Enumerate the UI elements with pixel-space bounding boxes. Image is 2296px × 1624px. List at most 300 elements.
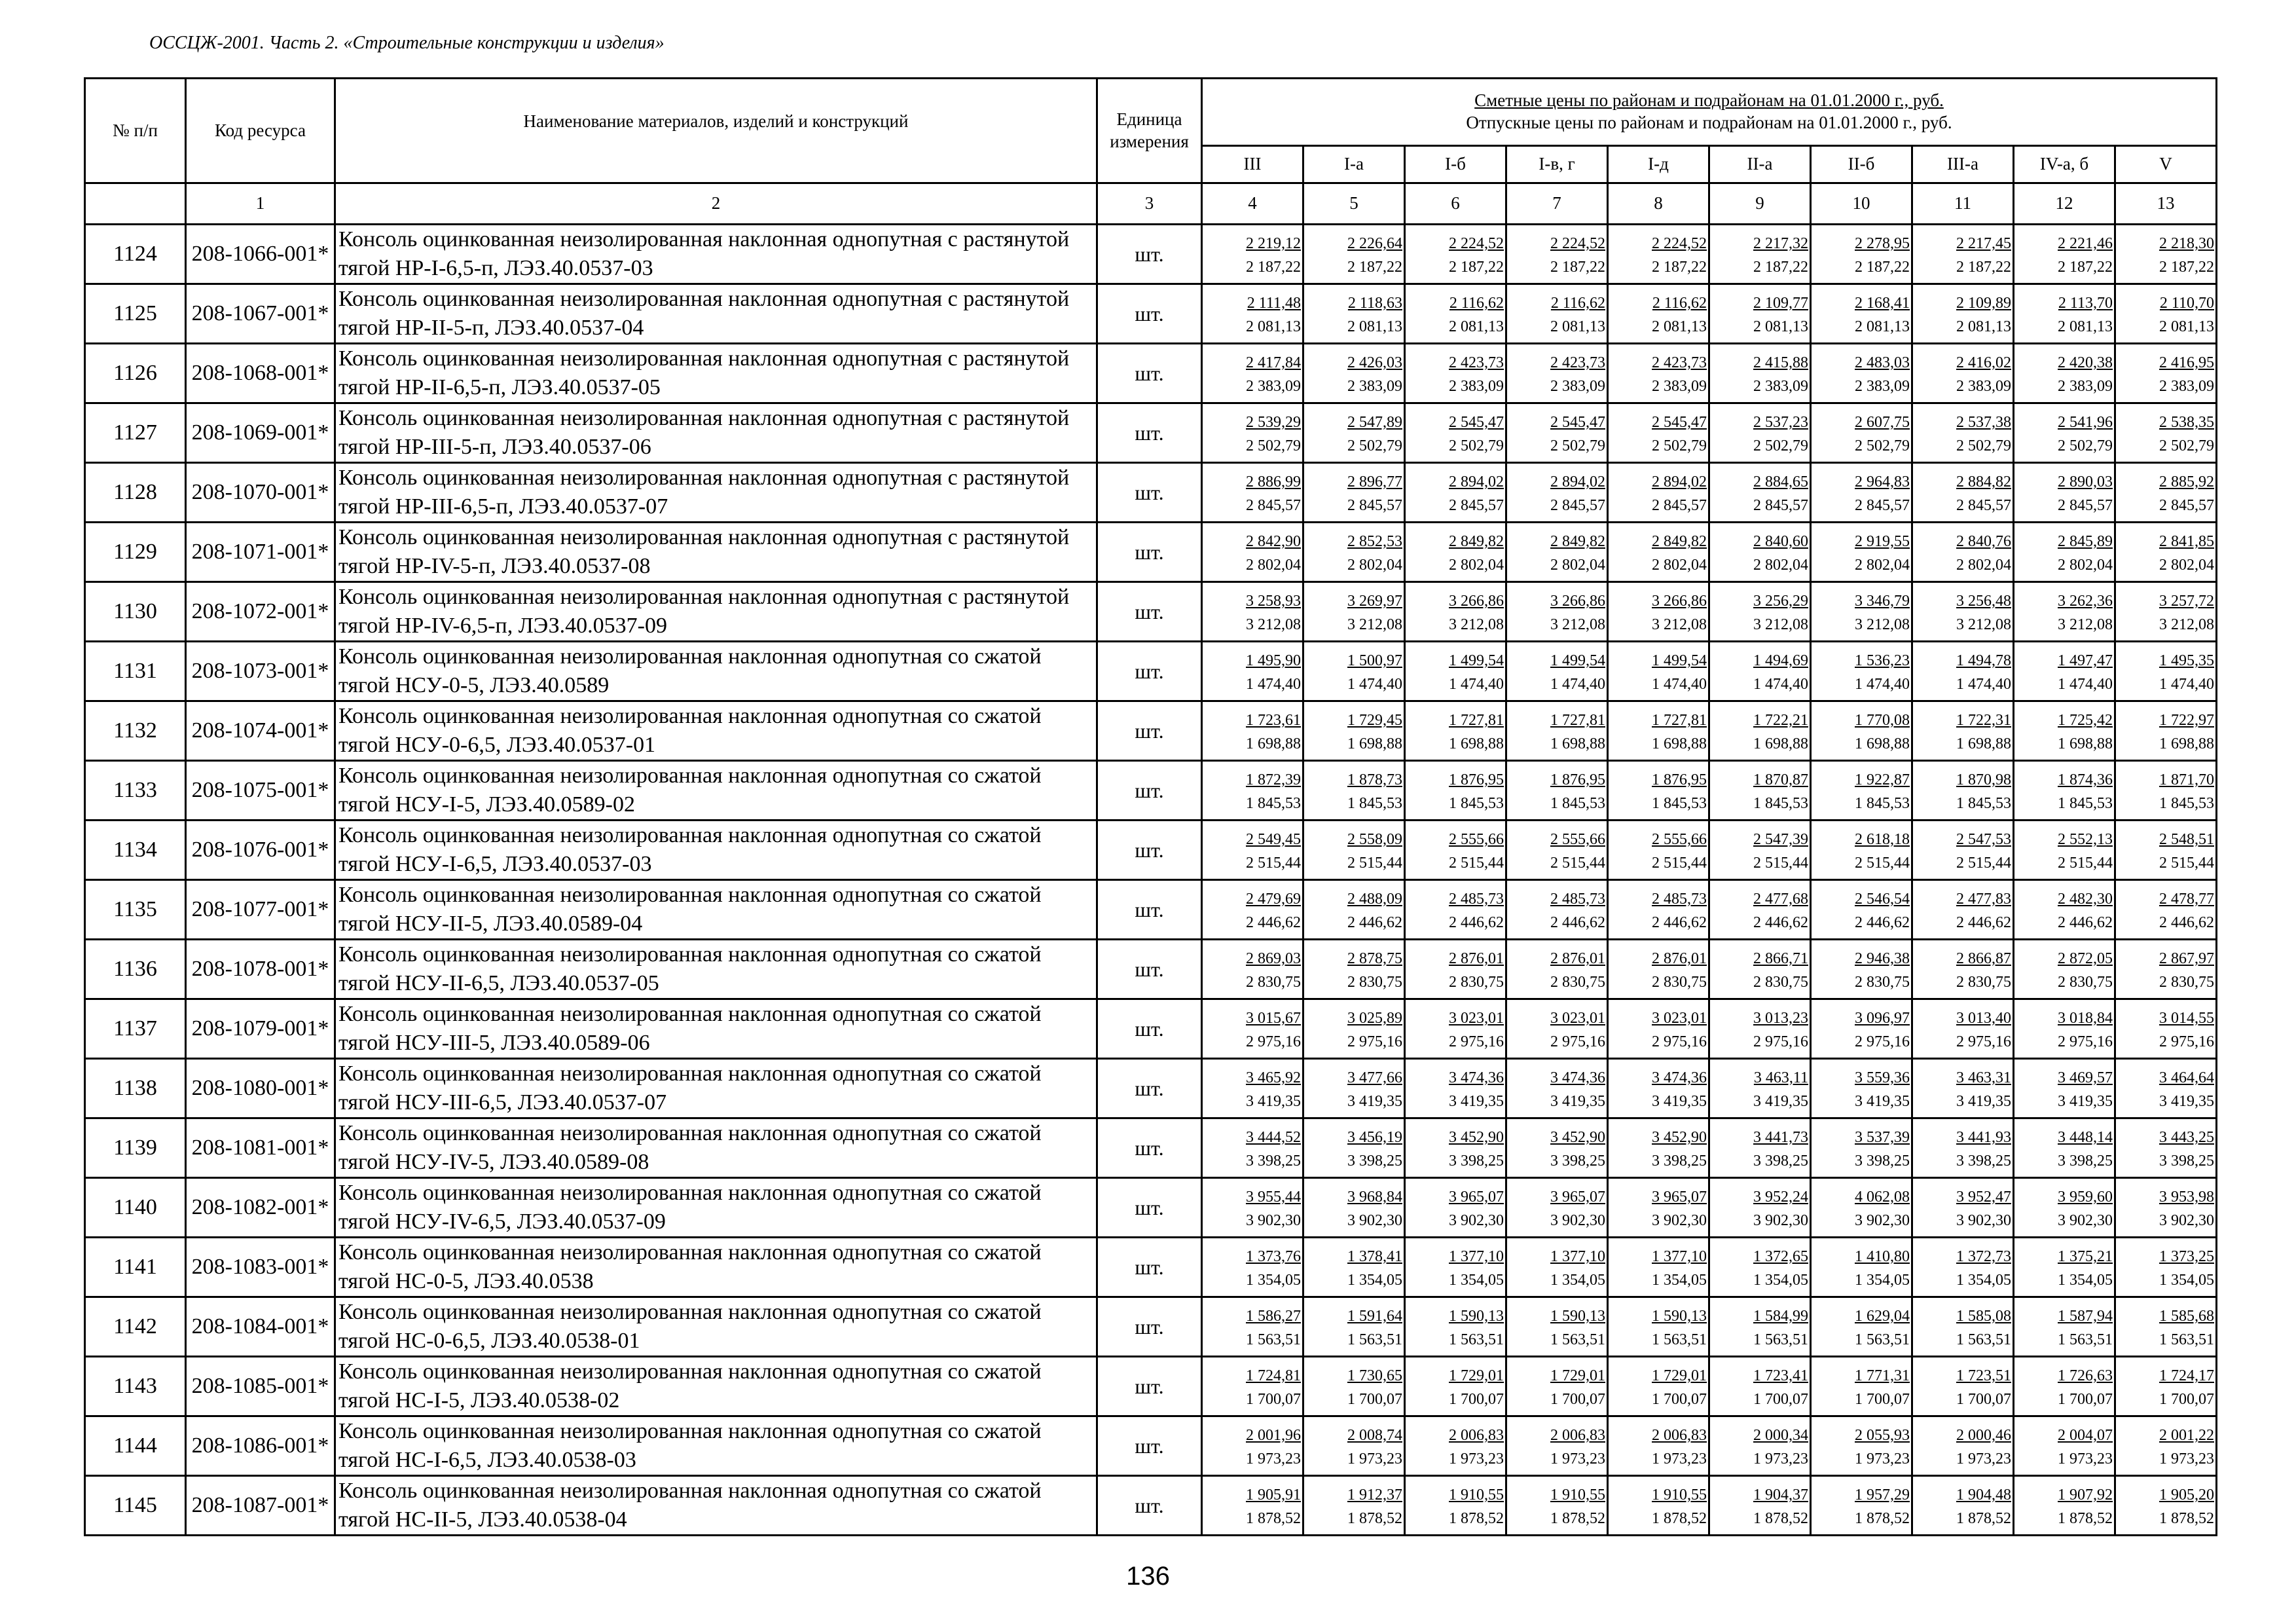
release-price: 2 975,16 xyxy=(1449,1033,1504,1050)
estimated-price: 1 500,97 xyxy=(1347,652,1402,669)
price-cell xyxy=(1303,1357,1405,1416)
header-prices-line1: Сметные цены по районам и подрайонам на 01.01.2000 г., руб. xyxy=(1474,90,1944,111)
price-cell xyxy=(1202,225,1303,284)
estimated-price: 3 952,47 xyxy=(1956,1189,2011,1206)
price-cell xyxy=(1202,1118,1303,1178)
estimated-price: 3 266,86 xyxy=(1652,593,1707,610)
estimated-price: 3 256,29 xyxy=(1753,593,1808,610)
column-number: 2 xyxy=(335,183,1097,225)
price-cell xyxy=(1811,1297,1912,1357)
estimated-price: 2 006,83 xyxy=(1449,1427,1504,1444)
price-cell xyxy=(1912,1357,2014,1416)
estimated-price: 2 478,77 xyxy=(2159,891,2214,908)
price-cell xyxy=(1303,642,1405,701)
price-cell xyxy=(2014,523,2115,582)
material-name: Консоль оцинкованная неизолированная наклонная однопутная со сжатой тягой НСУ-II-6,5, ЛЭЗ.40.0537-05 xyxy=(335,940,1097,999)
price-cell xyxy=(1811,225,1912,284)
estimated-price: 2 964,83 xyxy=(1855,473,1910,490)
material-name: Консоль оцинкованная неизолированная наклонная однопутная со сжатой тягой НСУ-IV-5, ЛЭЗ.40.0589-08 xyxy=(335,1118,1097,1178)
row-number: 1128 xyxy=(85,463,186,523)
price-cell xyxy=(2115,1059,2217,1118)
release-price: 1 845,53 xyxy=(1855,795,1910,812)
price-cell xyxy=(2014,1297,2115,1357)
price-cell xyxy=(1608,701,1709,761)
release-price: 2 502,79 xyxy=(1855,437,1910,454)
estimated-price: 3 537,39 xyxy=(1855,1129,1910,1146)
table-row xyxy=(85,344,2217,403)
estimated-price: 1 771,31 xyxy=(1855,1367,1910,1384)
release-price: 2 845,57 xyxy=(1449,497,1504,514)
table-row xyxy=(85,761,2217,821)
estimated-price: 1 723,61 xyxy=(1246,712,1301,729)
release-price: 1 698,88 xyxy=(1855,735,1910,752)
price-cell xyxy=(1506,403,1608,463)
price-cell xyxy=(2115,701,2217,761)
estimated-price: 2 416,02 xyxy=(1956,354,2011,371)
estimated-price: 2 488,09 xyxy=(1347,891,1402,908)
estimated-price: 3 258,93 xyxy=(1246,593,1301,610)
price-cell xyxy=(1405,821,1506,880)
estimated-price: 2 477,68 xyxy=(1753,891,1808,908)
price-cell xyxy=(1405,284,1506,344)
estimated-price: 1 724,81 xyxy=(1246,1367,1301,1384)
estimated-price: 2 001,22 xyxy=(2159,1427,2214,1444)
resource-code: 208-1087-001* xyxy=(186,1476,335,1536)
price-cell xyxy=(1202,761,1303,821)
release-price: 2 845,57 xyxy=(2159,497,2214,514)
estimated-price: 2 849,82 xyxy=(1550,533,1605,550)
estimated-price: 1 590,13 xyxy=(1550,1308,1605,1325)
release-price: 1 698,88 xyxy=(1550,735,1605,752)
release-price: 2 081,13 xyxy=(1550,318,1605,335)
estimated-price: 2 852,53 xyxy=(1347,533,1402,550)
price-cell xyxy=(2014,1178,2115,1238)
price-cell xyxy=(1405,1238,1506,1297)
estimated-price: 1 377,10 xyxy=(1550,1248,1605,1265)
resource-code: 208-1085-001* xyxy=(186,1357,335,1416)
release-price: 1 354,05 xyxy=(2159,1272,2214,1289)
release-price: 1 354,05 xyxy=(1246,1272,1301,1289)
price-cell xyxy=(1405,999,1506,1059)
estimated-price: 1 497,47 xyxy=(2058,652,2113,669)
release-price: 2 845,57 xyxy=(1347,497,1402,514)
release-price: 3 212,08 xyxy=(1246,616,1301,633)
unit-of-measure: шт. xyxy=(1097,1297,1202,1357)
release-price: 3 398,25 xyxy=(1246,1153,1301,1170)
price-cell xyxy=(1405,1357,1506,1416)
table-row xyxy=(85,1059,2217,1118)
estimated-price: 1 724,17 xyxy=(2159,1367,2214,1384)
price-cell xyxy=(1202,1476,1303,1536)
release-price: 2 830,75 xyxy=(1550,974,1605,991)
price-cell xyxy=(1303,1476,1405,1536)
release-price: 2 502,79 xyxy=(1652,437,1707,454)
unit-of-measure: шт. xyxy=(1097,463,1202,523)
release-price: 3 212,08 xyxy=(1550,616,1605,633)
release-price: 1 700,07 xyxy=(1652,1391,1707,1408)
release-price: 2 446,62 xyxy=(1347,914,1402,931)
release-price: 1 973,23 xyxy=(2058,1450,2113,1467)
release-price: 2 187,22 xyxy=(1246,259,1301,276)
material-name: Консоль оцинкованная неизолированная наклонная однопутная со сжатой тягой НС-0-6,5, ЛЭЗ.40.0538-01 xyxy=(335,1297,1097,1357)
price-cell xyxy=(2014,701,2115,761)
release-price: 2 383,09 xyxy=(1855,378,1910,395)
release-price: 2 446,62 xyxy=(2058,914,2113,931)
price-cell xyxy=(1405,940,1506,999)
row-number: 1124 xyxy=(85,225,186,284)
estimated-price: 2 894,02 xyxy=(1550,473,1605,490)
estimated-price: 1 499,54 xyxy=(1652,652,1707,669)
estimated-price: 3 456,19 xyxy=(1347,1129,1402,1146)
price-cell xyxy=(1202,940,1303,999)
release-price: 1 698,88 xyxy=(1449,735,1504,752)
price-cell xyxy=(1811,701,1912,761)
price-cell xyxy=(1202,701,1303,761)
price-cell xyxy=(2115,403,2217,463)
estimated-price: 1 722,97 xyxy=(2159,712,2214,729)
estimated-price: 2 866,87 xyxy=(1956,950,2011,967)
price-cell xyxy=(1506,523,1608,582)
price-cell xyxy=(1303,761,1405,821)
estimated-price: 2 552,13 xyxy=(2058,831,2113,848)
estimated-price: 1 494,69 xyxy=(1753,652,1808,669)
release-price: 1 700,07 xyxy=(2058,1391,2113,1408)
estimated-price: 3 257,72 xyxy=(2159,593,2214,610)
estimated-price: 2 867,97 xyxy=(2159,950,2214,967)
release-price: 2 830,75 xyxy=(1449,974,1504,991)
release-price: 2 446,62 xyxy=(1550,914,1605,931)
header-name: Наименование материалов, изделий и конструкций xyxy=(335,79,1097,183)
release-price: 3 212,08 xyxy=(1652,616,1707,633)
row-number: 1143 xyxy=(85,1357,186,1416)
price-cell xyxy=(1506,940,1608,999)
unit-of-measure: шт. xyxy=(1097,225,1202,284)
release-price: 2 975,16 xyxy=(1753,1033,1808,1050)
estimated-price: 2 168,41 xyxy=(1855,295,1910,312)
release-price: 1 878,52 xyxy=(1652,1510,1707,1527)
release-price: 2 515,44 xyxy=(2159,855,2214,872)
resource-code: 208-1075-001* xyxy=(186,761,335,821)
price-cell xyxy=(1506,344,1608,403)
release-price: 2 845,57 xyxy=(1246,497,1301,514)
release-price: 1 354,05 xyxy=(1652,1272,1707,1289)
price-cell xyxy=(1709,880,1811,940)
estimated-price: 2 113,70 xyxy=(2058,295,2113,312)
price-cell xyxy=(1912,284,2014,344)
column-number: 1 xyxy=(186,183,335,225)
material-name: Консоль оцинкованная неизолированная наклонная однопутная со сжатой тягой НС-0-5, ЛЭЗ.40.0538 xyxy=(335,1238,1097,1297)
row-number: 1130 xyxy=(85,582,186,642)
release-price: 2 802,04 xyxy=(1449,557,1504,574)
price-cell xyxy=(1202,880,1303,940)
release-price: 3 419,35 xyxy=(1449,1093,1504,1110)
table-row xyxy=(85,701,2217,761)
price-cell xyxy=(2014,761,2115,821)
price-cell xyxy=(2014,1059,2115,1118)
estimated-price: 2 884,82 xyxy=(1956,473,2011,490)
release-price: 1 700,07 xyxy=(1550,1391,1605,1408)
estimated-price: 1 410,80 xyxy=(1855,1248,1910,1265)
release-price: 1 845,53 xyxy=(1956,795,2011,812)
price-cell xyxy=(1506,642,1608,701)
release-price: 2 081,13 xyxy=(1449,318,1504,335)
material-name: Консоль оцинкованная неизолированная наклонная однопутная со сжатой тягой НСУ-0-6,5, ЛЭЗ.40.0537-01 xyxy=(335,701,1097,761)
region-header: I-а xyxy=(1303,146,1405,183)
price-cell xyxy=(1608,821,1709,880)
estimated-price: 3 448,14 xyxy=(2058,1129,2113,1146)
price-cell xyxy=(1608,1297,1709,1357)
estimated-price: 2 849,82 xyxy=(1652,533,1707,550)
material-name: Консоль оцинкованная неизолированная наклонная однопутная со сжатой тягой НСУ-III-6,5, ЛЭЗ.40.0537-07 xyxy=(335,1059,1097,1118)
price-cell xyxy=(1506,463,1608,523)
release-price: 2 830,75 xyxy=(2058,974,2113,991)
unit-of-measure: шт. xyxy=(1097,642,1202,701)
release-price: 1 845,53 xyxy=(1449,795,1504,812)
unit-of-measure: шт. xyxy=(1097,999,1202,1059)
price-cell xyxy=(1202,463,1303,523)
price-cell xyxy=(1912,344,2014,403)
release-price: 1 563,51 xyxy=(1753,1331,1808,1348)
estimated-price: 2 423,73 xyxy=(1652,354,1707,371)
estimated-price: 2 538,35 xyxy=(2159,414,2214,431)
estimated-price: 1 729,01 xyxy=(1652,1367,1707,1384)
price-cell xyxy=(2014,1118,2115,1178)
release-price: 3 902,30 xyxy=(1956,1212,2011,1229)
table-row xyxy=(85,582,2217,642)
release-price: 2 830,75 xyxy=(2159,974,2214,991)
header-num: № п/п xyxy=(85,79,186,183)
price-cell xyxy=(1912,1416,2014,1476)
release-price: 3 419,35 xyxy=(1550,1093,1605,1110)
price-cell xyxy=(1912,701,2014,761)
release-price: 1 474,40 xyxy=(1956,676,2011,693)
column-number: 9 xyxy=(1709,183,1811,225)
release-price: 3 419,35 xyxy=(1753,1093,1808,1110)
row-number: 1140 xyxy=(85,1178,186,1238)
estimated-price: 2 479,69 xyxy=(1246,891,1301,908)
region-header: III xyxy=(1202,146,1303,183)
price-cell xyxy=(1405,225,1506,284)
row-number: 1127 xyxy=(85,403,186,463)
price-cell xyxy=(2115,225,2217,284)
release-price: 2 975,16 xyxy=(1956,1033,2011,1050)
release-price: 3 902,30 xyxy=(1855,1212,1910,1229)
material-name: Консоль оцинкованная неизолированная наклонная однопутная с растянутой тягой НР-I-6,5-п, ЛЭЗ.40.0537-03 xyxy=(335,225,1097,284)
price-cell xyxy=(1506,225,1608,284)
row-number: 1138 xyxy=(85,1059,186,1118)
row-number: 1132 xyxy=(85,701,186,761)
material-name: Консоль оцинкованная неизолированная наклонная однопутная со сжатой тягой НСУ-I-5, ЛЭЗ.40.0589-02 xyxy=(335,761,1097,821)
price-cell xyxy=(1811,880,1912,940)
price-cell xyxy=(1506,821,1608,880)
release-price: 2 515,44 xyxy=(1347,855,1402,872)
estimated-price: 3 474,36 xyxy=(1550,1069,1605,1086)
estimated-price: 3 955,44 xyxy=(1246,1189,1301,1206)
estimated-price: 3 965,07 xyxy=(1550,1189,1605,1206)
release-price: 2 081,13 xyxy=(1855,318,1910,335)
release-price: 1 973,23 xyxy=(1652,1450,1707,1467)
estimated-price: 3 965,07 xyxy=(1652,1189,1707,1206)
release-price: 1 474,40 xyxy=(2159,676,2214,693)
estimated-price: 2 004,07 xyxy=(2058,1427,2113,1444)
material-name: Консоль оцинкованная неизолированная наклонная однопутная с растянутой тягой НР-III-5-п, ЛЭЗ.40.0537-06 xyxy=(335,403,1097,463)
release-price: 3 212,08 xyxy=(1347,616,1402,633)
price-cell xyxy=(1709,284,1811,344)
estimated-price: 2 477,83 xyxy=(1956,891,2011,908)
price-cell xyxy=(2115,761,2217,821)
row-number: 1137 xyxy=(85,999,186,1059)
estimated-price: 1 536,23 xyxy=(1855,652,1910,669)
estimated-price: 1 870,98 xyxy=(1956,771,2011,788)
release-price: 2 802,04 xyxy=(2159,557,2214,574)
release-price: 3 419,35 xyxy=(2058,1093,2113,1110)
estimated-price: 2 845,89 xyxy=(2058,533,2113,550)
estimated-price: 1 730,65 xyxy=(1347,1367,1402,1384)
price-cell xyxy=(1608,344,1709,403)
release-price: 3 212,08 xyxy=(1855,616,1910,633)
page-number: 136 xyxy=(1126,1562,1170,1591)
estimated-price: 2 006,83 xyxy=(1550,1427,1605,1444)
estimated-price: 2 849,82 xyxy=(1449,533,1504,550)
price-cell xyxy=(1303,1238,1405,1297)
price-cell xyxy=(1912,999,2014,1059)
column-number: 5 xyxy=(1303,183,1405,225)
price-cell xyxy=(2115,1416,2217,1476)
release-price: 1 698,88 xyxy=(1246,735,1301,752)
estimated-price: 1 907,92 xyxy=(2058,1486,2113,1504)
estimated-price: 3 013,23 xyxy=(1753,1010,1808,1027)
release-price: 1 878,52 xyxy=(2058,1510,2113,1527)
estimated-price: 1 590,13 xyxy=(1449,1308,1504,1325)
price-cell xyxy=(2115,1118,2217,1178)
price-cell xyxy=(1303,1118,1405,1178)
release-price: 1 698,88 xyxy=(2159,735,2214,752)
estimated-price: 2 545,47 xyxy=(1652,414,1707,431)
release-price: 1 878,52 xyxy=(1956,1510,2011,1527)
estimated-price: 3 269,97 xyxy=(1347,593,1402,610)
table-row xyxy=(85,1238,2217,1297)
price-cell xyxy=(1709,225,1811,284)
release-price: 1 973,23 xyxy=(1855,1450,1910,1467)
estimated-price: 1 905,20 xyxy=(2159,1486,2214,1504)
price-cell xyxy=(1506,1238,1608,1297)
estimated-price: 1 876,95 xyxy=(1449,771,1504,788)
release-price: 3 398,25 xyxy=(1956,1153,2011,1170)
release-price: 1 700,07 xyxy=(1449,1391,1504,1408)
unit-of-measure: шт. xyxy=(1097,582,1202,642)
release-price: 2 187,22 xyxy=(1347,259,1402,276)
release-price: 1 878,52 xyxy=(1753,1510,1808,1527)
price-cell xyxy=(1202,403,1303,463)
release-price: 1 973,23 xyxy=(1956,1450,2011,1467)
release-price: 3 419,35 xyxy=(1347,1093,1402,1110)
release-price: 1 973,23 xyxy=(1449,1450,1504,1467)
estimated-price: 3 025,89 xyxy=(1347,1010,1402,1027)
price-cell xyxy=(1912,463,2014,523)
release-price: 1 700,07 xyxy=(1956,1391,2011,1408)
estimated-price: 2 001,96 xyxy=(1246,1427,1301,1444)
price-cell xyxy=(1811,582,1912,642)
release-price: 1 698,88 xyxy=(2058,735,2113,752)
estimated-price: 1 726,63 xyxy=(2058,1367,2113,1384)
price-cell xyxy=(2115,1178,2217,1238)
material-name: Консоль оцинкованная неизолированная наклонная однопутная со сжатой тягой НСУ-II-5, ЛЭЗ.40.0589-04 xyxy=(335,880,1097,940)
release-price: 2 081,13 xyxy=(1652,318,1707,335)
estimated-price: 2 869,03 xyxy=(1246,950,1301,967)
estimated-price: 2 547,89 xyxy=(1347,414,1402,431)
release-price: 2 081,13 xyxy=(2058,318,2113,335)
row-number: 1139 xyxy=(85,1118,186,1178)
estimated-price: 2 000,46 xyxy=(1956,1427,2011,1444)
estimated-price: 1 725,42 xyxy=(2058,712,2113,729)
estimated-price: 3 452,90 xyxy=(1652,1129,1707,1146)
material-name: Консоль оцинкованная неизолированная наклонная однопутная с растянутой тягой НР-IV-5-п, ЛЭЗ.40.0537-08 xyxy=(335,523,1097,582)
price-cell xyxy=(1608,463,1709,523)
price-cell xyxy=(1912,1178,2014,1238)
estimated-price: 2 221,46 xyxy=(2058,235,2113,252)
estimated-price: 2 558,09 xyxy=(1347,831,1402,848)
release-price: 2 383,09 xyxy=(1449,378,1504,395)
release-price: 2 446,62 xyxy=(1855,914,1910,931)
material-name: Консоль оцинкованная неизолированная наклонная однопутная со сжатой тягой НС-I-5, ЛЭЗ.40.0538-02 xyxy=(335,1357,1097,1416)
row-number: 1144 xyxy=(85,1416,186,1476)
estimated-price: 3 452,90 xyxy=(1449,1129,1504,1146)
unit-of-measure: шт. xyxy=(1097,1357,1202,1416)
release-price: 1 474,40 xyxy=(1246,676,1301,693)
estimated-price: 3 559,36 xyxy=(1855,1069,1910,1086)
estimated-price: 1 499,54 xyxy=(1449,652,1504,669)
release-price: 3 212,08 xyxy=(1449,616,1504,633)
price-cell xyxy=(1608,284,1709,344)
price-table xyxy=(84,77,2217,1536)
release-price: 3 212,08 xyxy=(1753,616,1808,633)
release-price: 3 902,30 xyxy=(2159,1212,2214,1229)
price-cell xyxy=(1405,880,1506,940)
release-price: 1 845,53 xyxy=(1347,795,1402,812)
price-cell xyxy=(2115,642,2217,701)
price-cell xyxy=(1202,1416,1303,1476)
release-price: 2 845,57 xyxy=(1855,497,1910,514)
price-cell xyxy=(1405,1297,1506,1357)
release-price: 1 973,23 xyxy=(1550,1450,1605,1467)
price-cell xyxy=(1811,821,1912,880)
release-price: 2 187,22 xyxy=(1449,259,1504,276)
resource-code: 208-1074-001* xyxy=(186,701,335,761)
column-number: 12 xyxy=(2014,183,2115,225)
release-price: 3 398,25 xyxy=(2058,1153,2113,1170)
estimated-price: 1 495,35 xyxy=(2159,652,2214,669)
resource-code: 208-1078-001* xyxy=(186,940,335,999)
release-price: 1 474,40 xyxy=(1347,676,1402,693)
release-price: 2 802,04 xyxy=(1246,557,1301,574)
price-cell xyxy=(1506,1178,1608,1238)
release-price: 1 973,23 xyxy=(2159,1450,2214,1467)
estimated-price: 2 541,96 xyxy=(2058,414,2113,431)
table-row xyxy=(85,1178,2217,1238)
release-price: 2 802,04 xyxy=(1550,557,1605,574)
estimated-price: 1 904,37 xyxy=(1753,1486,1808,1504)
estimated-price: 1 373,25 xyxy=(2159,1248,2214,1265)
release-price: 3 419,35 xyxy=(1652,1093,1707,1110)
release-price: 3 902,30 xyxy=(1652,1212,1707,1229)
release-price: 3 902,30 xyxy=(2058,1212,2113,1229)
estimated-price: 1 373,76 xyxy=(1246,1248,1301,1265)
table-row xyxy=(85,642,2217,701)
release-price: 2 081,13 xyxy=(2159,318,2214,335)
release-price: 2 515,44 xyxy=(1550,855,1605,872)
release-price: 1 973,23 xyxy=(1246,1450,1301,1467)
estimated-price: 3 013,40 xyxy=(1956,1010,2011,1027)
